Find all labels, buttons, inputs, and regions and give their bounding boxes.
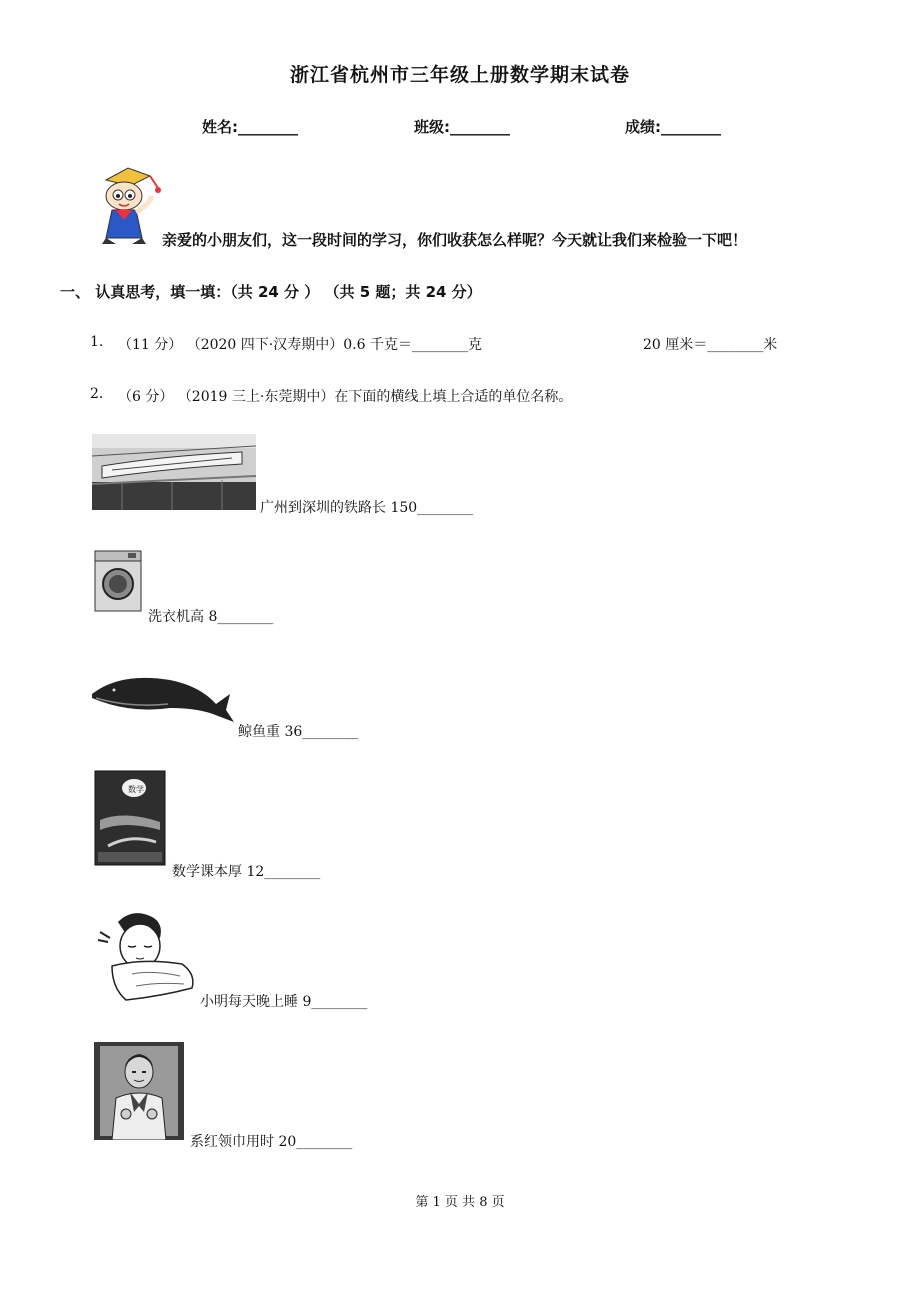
svg-text:数学: 数学 [128, 785, 144, 794]
question-number: 1. [90, 334, 104, 350]
page-title: 浙江省杭州市三年级上册数学期末试卷 [289, 64, 630, 86]
item-caption: 系红领巾用时 20________ [190, 1134, 353, 1150]
mascot-image [92, 166, 164, 244]
section-heading: 一、 认真思考，填一填：（共 24 分 ） （共 5 题；共 24 分） [60, 283, 482, 301]
item-caption: 广州到深圳的铁路长 150________ [260, 500, 474, 516]
item-caption: 小明每天晚上睡 9________ [200, 994, 368, 1010]
item-caption: 数学课本厚 12________ [172, 864, 321, 880]
name-field-label: 姓名:________ [202, 118, 298, 136]
intro-text: 亲爱的小朋友们，这一段时间的学习，你们收获怎么样呢？今天就让我们来检验一下吧！ [162, 231, 748, 249]
item-caption: 洗衣机高 8________ [148, 609, 274, 625]
train-image [92, 434, 256, 510]
page-footer: 第 1 页 共 8 页 [415, 1195, 505, 1210]
whale-image [90, 664, 234, 732]
question-text: （11 分） （2020 四下·汉寿期中）0.6 千克＝________克 [118, 337, 482, 353]
score-field-label: 成绩:________ [625, 118, 721, 136]
washing-machine-image [94, 550, 144, 612]
question-number: 2. [90, 386, 104, 402]
question-text-part2: 20 厘米＝________米 [643, 337, 778, 353]
math-textbook-image [94, 770, 166, 866]
sleeping-boy-image [92, 908, 198, 1004]
question-text: （6 分） （2019 三上·东莞期中）在下面的横线上填上合适的单位名称。 [118, 389, 573, 405]
red-scarf-student-image [94, 1042, 184, 1140]
item-caption: 鲸鱼重 36________ [238, 724, 359, 740]
class-field-label: 班级:________ [414, 118, 510, 136]
